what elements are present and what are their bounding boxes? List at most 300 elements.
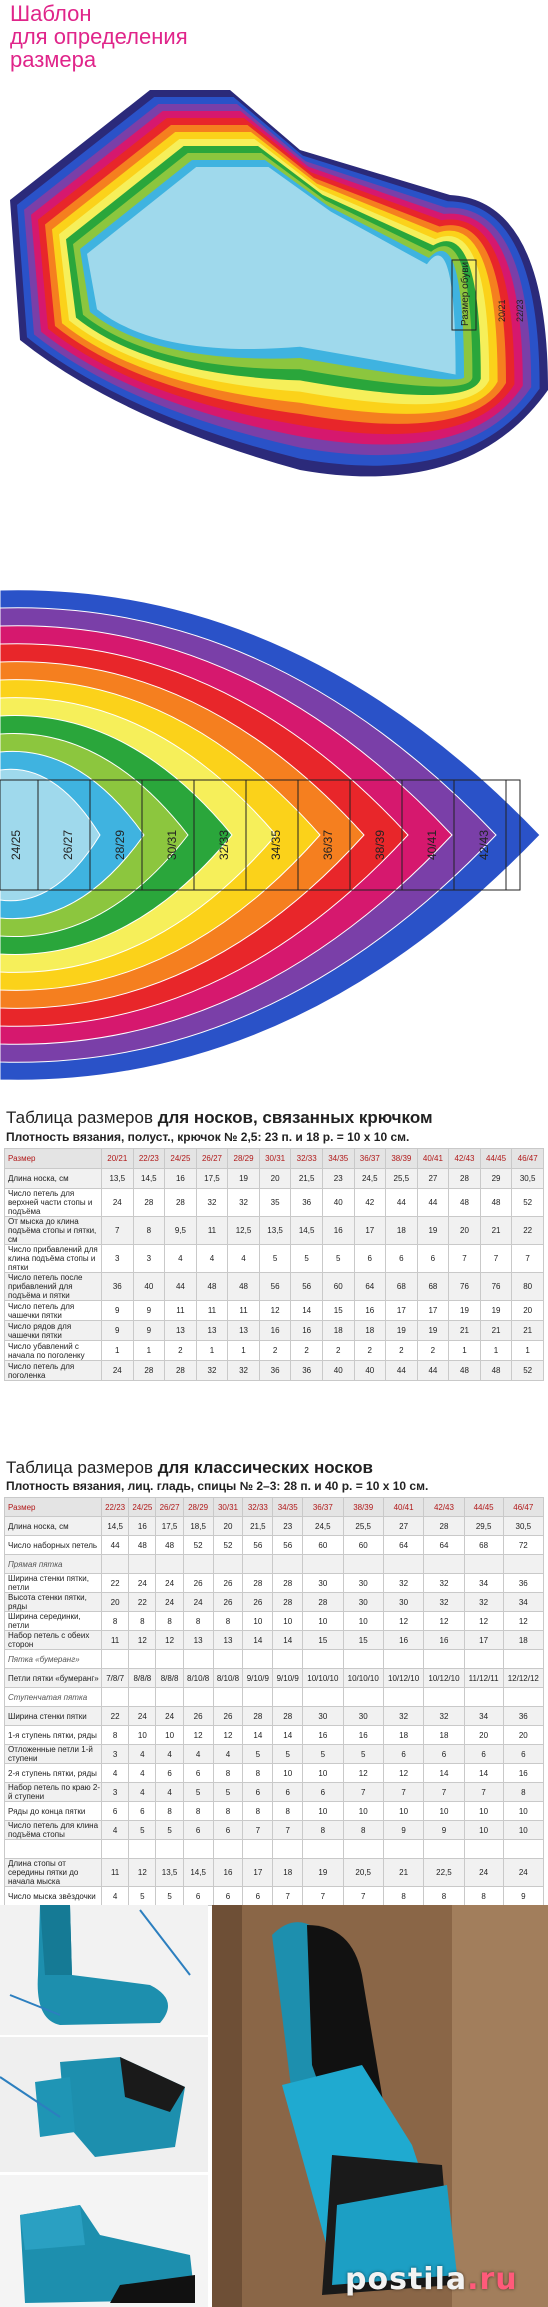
postila-watermark — [345, 2262, 518, 2297]
table-cell: 32 — [228, 1189, 260, 1217]
table-cell: 16 — [322, 1217, 354, 1245]
table-cell: 32 — [196, 1189, 228, 1217]
table-cell: 12 — [383, 1612, 423, 1631]
table-cell — [503, 1688, 543, 1707]
table-cell — [102, 1555, 129, 1574]
table-cell: 24 — [102, 1361, 134, 1381]
row-label: Число прибавлений для клина подъёма стопы и пятки — [5, 1245, 102, 1273]
table-cell: 18 — [503, 1631, 543, 1650]
table-row — [5, 1555, 544, 1574]
table-cell: 8/8/8 — [156, 1669, 183, 1688]
table-row — [5, 1802, 544, 1821]
table-cell: 46/47 — [512, 1149, 544, 1169]
table-cell: 38/39 — [386, 1149, 418, 1169]
table-cell: 2 — [322, 1341, 354, 1361]
table-cell: 21,5 — [291, 1169, 323, 1189]
table-cell: 6 — [424, 1745, 464, 1764]
table-row — [5, 1840, 544, 1859]
table-cell: 24 — [503, 1859, 543, 1887]
table-cell: 13,5 — [102, 1169, 134, 1189]
table-cell — [213, 1688, 243, 1707]
table-cell: 48 — [196, 1273, 228, 1301]
table-row — [5, 1217, 544, 1245]
table-cell: 9 — [503, 1887, 543, 1906]
table-cell — [102, 1840, 129, 1859]
table-cell: 32/33 — [291, 1149, 323, 1169]
table-cell: 10 — [303, 1764, 343, 1783]
table-cell: 68 — [386, 1273, 418, 1301]
photo-finished-sock — [0, 2175, 208, 2307]
table-cell: 16 — [303, 1726, 343, 1745]
table-cell: 6 — [243, 1887, 273, 1906]
table-cell: 6 — [243, 1783, 273, 1802]
table-cell: 14,5 — [183, 1859, 213, 1887]
table-cell: 10 — [464, 1802, 503, 1821]
table-cell: 7 — [512, 1245, 544, 1273]
table-cell: 42/43 — [449, 1149, 481, 1169]
table-cell: 7 — [343, 1887, 383, 1906]
table-cell: 5 — [156, 1887, 183, 1906]
table-cell — [303, 1688, 343, 1707]
table-cell: 48 — [449, 1189, 481, 1217]
table-cell: 48 — [228, 1273, 260, 1301]
table-cell: 30,5 — [512, 1169, 544, 1189]
table-cell: 4 — [156, 1783, 183, 1802]
table-row — [5, 1887, 544, 1906]
table-cell: 76 — [480, 1273, 512, 1301]
table-cell: 8 — [183, 1802, 213, 1821]
table-cell: 5 — [322, 1245, 354, 1273]
table-cell: 12 — [183, 1726, 213, 1745]
table-cell: 4 — [213, 1745, 243, 1764]
table-cell: 44 — [417, 1361, 449, 1381]
table-cell: 40 — [322, 1189, 354, 1217]
table-cell: 10 — [273, 1764, 303, 1783]
table-cell: 30/31 — [213, 1498, 243, 1517]
table-cell: 8 — [156, 1802, 183, 1821]
table-cell: 34 — [464, 1707, 503, 1726]
table-cell: 8 — [243, 1764, 273, 1783]
table-cell: 40/41 — [383, 1498, 423, 1517]
table-cell: 3 — [102, 1745, 129, 1764]
row-label: Отложенные петли 1-й ступени — [5, 1745, 102, 1764]
row-label: Число петель для поголенка — [5, 1361, 102, 1381]
photo-slipper-socks-pair — [212, 1905, 548, 2307]
table-cell — [129, 1688, 156, 1707]
table-cell: 36 — [503, 1574, 543, 1593]
table-row — [5, 1650, 544, 1669]
table-cell — [243, 1688, 273, 1707]
table-cell: 18 — [386, 1217, 418, 1245]
table-row — [5, 1859, 544, 1887]
table-cell: 21 — [383, 1859, 423, 1887]
table-cell: 7/8/7 — [102, 1669, 129, 1688]
table-cell: 21 — [480, 1321, 512, 1341]
table-cell: 4 — [102, 1764, 129, 1783]
table-cell: 32 — [383, 1707, 423, 1726]
table-cell: 6 — [464, 1745, 503, 1764]
heel-size-22: 22/23 — [515, 299, 525, 322]
table-cell — [213, 1555, 243, 1574]
table-row — [5, 1189, 544, 1217]
table-cell: 28 — [133, 1189, 165, 1217]
table-cell: 52 — [183, 1536, 213, 1555]
table-cell: 6 — [129, 1802, 156, 1821]
row-label: От мыска до клина подъёма стопы и пятки, см — [5, 1217, 102, 1245]
table-cell: 11 — [196, 1301, 228, 1321]
table-cell: 32 — [464, 1593, 503, 1612]
table-cell: 42 — [354, 1189, 386, 1217]
table-cell: 29,5 — [464, 1517, 503, 1536]
table-cell: 22 — [102, 1574, 129, 1593]
table-cell: 2 — [291, 1341, 323, 1361]
table-cell — [383, 1555, 423, 1574]
table-cell: 5 — [156, 1821, 183, 1840]
table-cell: 10/12/10 — [383, 1669, 423, 1688]
table-cell: 2 — [354, 1341, 386, 1361]
table-cell: 5 — [259, 1245, 291, 1273]
table-cell: 40/41 — [417, 1149, 449, 1169]
table-cell: 5 — [273, 1745, 303, 1764]
table-cell: 22 — [512, 1217, 544, 1245]
table-row — [5, 1169, 544, 1189]
table-cell: 14 — [273, 1726, 303, 1745]
table-cell: 12 — [464, 1612, 503, 1631]
row-label: Ступенчатая пятка — [5, 1688, 102, 1707]
table-row — [5, 1726, 544, 1745]
table-cell: 15 — [322, 1301, 354, 1321]
table-cell: 20,5 — [343, 1859, 383, 1887]
table-cell — [303, 1555, 343, 1574]
table-cell — [464, 1688, 503, 1707]
table-cell: 20 — [503, 1726, 543, 1745]
table-cell: 24 — [183, 1593, 213, 1612]
table-cell: 44 — [386, 1361, 418, 1381]
table-cell: 28 — [133, 1361, 165, 1381]
table-cell: 7 — [273, 1887, 303, 1906]
table-cell: 9/10/9 — [243, 1669, 273, 1688]
table-cell — [129, 1840, 156, 1859]
table-cell: 1 — [228, 1341, 260, 1361]
table-cell: 13 — [165, 1321, 197, 1341]
table-cell: 12,5 — [228, 1217, 260, 1245]
table-row — [5, 1361, 544, 1381]
row-label: 1-я ступень пятки, ряды — [5, 1726, 102, 1745]
row-label: Высота стенки пятки, ряды — [5, 1593, 102, 1612]
table-cell: 8/8/8 — [129, 1669, 156, 1688]
table-cell: 8 — [213, 1612, 243, 1631]
table-cell: 34/35 — [322, 1149, 354, 1169]
table-cell: 6 — [383, 1745, 423, 1764]
table-cell: 36 — [102, 1273, 134, 1301]
table-cell: 20 — [512, 1301, 544, 1321]
table-cell: 24 — [129, 1707, 156, 1726]
table-cell — [343, 1650, 383, 1669]
row-label: 2-я ступень пятки, ряды — [5, 1764, 102, 1783]
table-cell: 60 — [322, 1273, 354, 1301]
table-cell: 26 — [213, 1593, 243, 1612]
table-cell: 17 — [386, 1301, 418, 1321]
table-cell: 19 — [386, 1321, 418, 1341]
table-cell: 21 — [512, 1321, 544, 1341]
table-cell: 5 — [183, 1783, 213, 1802]
table-cell: 6 — [386, 1245, 418, 1273]
table-cell: 6 — [183, 1764, 213, 1783]
table-cell: 1 — [196, 1341, 228, 1361]
table-cell: 24 — [156, 1574, 183, 1593]
table-cell: 8/10/8 — [183, 1669, 213, 1688]
table-row — [5, 1745, 544, 1764]
classic-size-table — [4, 1497, 544, 1906]
table-cell: 6 — [183, 1887, 213, 1906]
row-label: Число петель для клина подъёма стопы — [5, 1821, 102, 1840]
table-cell: 8 — [102, 1726, 129, 1745]
table-cell: 8 — [303, 1821, 343, 1840]
table-cell: 12 — [129, 1631, 156, 1650]
table-cell: 5 — [303, 1745, 343, 1764]
sock-toe-template — [0, 580, 548, 1090]
crochet-table-subtitle: Плотность вязания, полуст., крючок № 2,5: 23 п. и 18 р. = 10 х 10 см. — [6, 1130, 410, 1144]
table-cell: 8 — [129, 1612, 156, 1631]
table-row — [5, 1301, 544, 1321]
table-cell: 10/10/10 — [303, 1669, 343, 1688]
table-cell: 19 — [417, 1217, 449, 1245]
table-cell: 26 — [243, 1593, 273, 1612]
table-cell: 12 — [259, 1301, 291, 1321]
table-cell: 17 — [243, 1859, 273, 1887]
table-cell: 24 — [129, 1574, 156, 1593]
table-cell: 24 — [464, 1859, 503, 1887]
table-cell: 28 — [165, 1189, 197, 1217]
table-cell: 9 — [102, 1301, 134, 1321]
row-label: Ширина стенки пятки, петли — [5, 1574, 102, 1593]
table-cell: 24 — [156, 1707, 183, 1726]
table-cell: 28 — [273, 1593, 303, 1612]
table-cell: 28 — [273, 1574, 303, 1593]
table-cell: 44/45 — [480, 1149, 512, 1169]
row-label: Размер — [5, 1149, 102, 1169]
table-row — [5, 1273, 544, 1301]
table-cell: 24 — [156, 1593, 183, 1612]
table-cell: 17,5 — [196, 1169, 228, 1189]
table-cell — [102, 1688, 129, 1707]
table-cell: 16 — [424, 1631, 464, 1650]
table-cell: 7 — [243, 1821, 273, 1840]
table-cell: 76 — [449, 1273, 481, 1301]
row-label: Набор петель с обеих сторон — [5, 1631, 102, 1650]
table-cell: 28/29 — [228, 1149, 260, 1169]
row-label: Набор петель по краю 2-й ступени — [5, 1783, 102, 1802]
table-cell: 21 — [449, 1321, 481, 1341]
table-cell: 44 — [102, 1536, 129, 1555]
table-cell — [213, 1840, 243, 1859]
table-cell: 28 — [243, 1707, 273, 1726]
table-cell: 7 — [424, 1783, 464, 1802]
table-cell: 34/35 — [273, 1498, 303, 1517]
table-cell: 40 — [354, 1361, 386, 1381]
table-cell: 16 — [129, 1517, 156, 1536]
row-label: Ряды до конца пятки — [5, 1802, 102, 1821]
table-cell: 32 — [196, 1361, 228, 1381]
table-cell: 80 — [512, 1273, 544, 1301]
table-cell: 7 — [383, 1783, 423, 1802]
table-cell: 30 — [343, 1707, 383, 1726]
table-cell: 8 — [156, 1612, 183, 1631]
table-cell: 13 — [228, 1321, 260, 1341]
table-cell — [273, 1688, 303, 1707]
table-cell — [503, 1555, 543, 1574]
row-label: Число мыска звёздочки — [5, 1887, 102, 1906]
table-cell: 4 — [129, 1764, 156, 1783]
table-cell: 14 — [424, 1764, 464, 1783]
table-cell: 4 — [196, 1245, 228, 1273]
table-cell: 9 — [383, 1821, 423, 1840]
table-cell: 16 — [503, 1764, 543, 1783]
classic-title-prefix: Таблица размеров — [6, 1458, 158, 1477]
table-cell: 36/37 — [354, 1149, 386, 1169]
table-cell: 6 — [303, 1783, 343, 1802]
crochet-table-title — [6, 1108, 433, 1128]
table-cell: 60 — [303, 1536, 343, 1555]
table-cell: 64 — [383, 1536, 423, 1555]
table-cell: 10 — [464, 1821, 503, 1840]
toe-size-label: 38/39 — [373, 829, 387, 860]
toe-size-label: 30/31 — [165, 829, 179, 860]
table-cell: 8 — [464, 1887, 503, 1906]
table-cell: 23 — [322, 1169, 354, 1189]
table-cell: 22 — [102, 1707, 129, 1726]
table-cell: 10 — [273, 1612, 303, 1631]
table-cell: 18 — [424, 1726, 464, 1745]
table-cell — [503, 1840, 543, 1859]
table-cell: 12/12/12 — [503, 1669, 543, 1688]
table-cell: 32 — [424, 1593, 464, 1612]
table-cell: 11/12/11 — [464, 1669, 503, 1688]
table-cell: 30 — [303, 1707, 343, 1726]
table-cell: 32 — [424, 1707, 464, 1726]
table-cell: 40 — [133, 1273, 165, 1301]
table-cell: 8 — [183, 1612, 213, 1631]
table-cell: 16 — [165, 1169, 197, 1189]
table-cell: 26/27 — [156, 1498, 183, 1517]
table-cell: 8 — [343, 1821, 383, 1840]
table-cell: 7 — [480, 1245, 512, 1273]
table-cell — [183, 1650, 213, 1669]
table-row — [5, 1245, 544, 1273]
table-cell: 12 — [156, 1631, 183, 1650]
table-cell: 7 — [464, 1783, 503, 1802]
table-cell: 5 — [129, 1887, 156, 1906]
table-cell: 9,5 — [165, 1217, 197, 1245]
table-cell: 4 — [102, 1887, 129, 1906]
row-label: Длина стопы от середины пятки до начала мыска — [5, 1859, 102, 1887]
table-cell: 20 — [259, 1169, 291, 1189]
table-row — [5, 1517, 544, 1536]
table-cell: 1 — [512, 1341, 544, 1361]
table-cell: 8 — [503, 1783, 543, 1802]
table-cell: 24,5 — [354, 1169, 386, 1189]
table-cell: 48 — [156, 1536, 183, 1555]
table-cell: 28/29 — [183, 1498, 213, 1517]
row-label: Размер — [5, 1498, 102, 1517]
photo-sock-on-needles — [0, 1905, 208, 2035]
table-cell: 64 — [354, 1273, 386, 1301]
table-cell: 3 — [102, 1245, 134, 1273]
table-cell: 26 — [183, 1707, 213, 1726]
table-cell: 4 — [165, 1245, 197, 1273]
table-cell: 1 — [133, 1341, 165, 1361]
table-cell: 4 — [156, 1745, 183, 1764]
table-cell: 64 — [424, 1536, 464, 1555]
table-cell: 36/37 — [303, 1498, 343, 1517]
table-cell — [464, 1650, 503, 1669]
table-cell: 12 — [503, 1612, 543, 1631]
table-cell: 5 — [343, 1745, 383, 1764]
table-cell: 34 — [464, 1574, 503, 1593]
table-cell: 52 — [512, 1361, 544, 1381]
table-cell: 8 — [383, 1887, 423, 1906]
table-cell — [464, 1555, 503, 1574]
table-cell: 15 — [343, 1631, 383, 1650]
table-cell: 8 — [133, 1217, 165, 1245]
toe-size-label: 40/41 — [425, 829, 439, 860]
table-cell: 12 — [383, 1764, 423, 1783]
table-cell: 22 — [129, 1593, 156, 1612]
table-cell: 7 — [449, 1245, 481, 1273]
table-cell: 9 — [424, 1821, 464, 1840]
table-cell: 6 — [354, 1245, 386, 1273]
table-row — [5, 1688, 544, 1707]
table-cell: 18 — [273, 1859, 303, 1887]
crochet-title-prefix: Таблица размеров — [6, 1108, 158, 1127]
table-cell: 68 — [464, 1536, 503, 1555]
table-cell: 6 — [156, 1764, 183, 1783]
table-cell: 13,5 — [156, 1859, 183, 1887]
table-cell: 36 — [291, 1361, 323, 1381]
table-cell — [156, 1840, 183, 1859]
watermark-suffix: .ru — [467, 2262, 518, 2297]
table-cell: 11 — [102, 1631, 129, 1650]
table-cell: 17 — [417, 1301, 449, 1321]
table-cell: 52 — [213, 1536, 243, 1555]
table-cell: 28 — [449, 1169, 481, 1189]
table-cell: 27 — [417, 1169, 449, 1189]
table-cell — [343, 1688, 383, 1707]
table-cell: 30 — [343, 1593, 383, 1612]
table-cell: 9 — [133, 1301, 165, 1321]
photo-sock-heel — [0, 2037, 208, 2172]
table-cell: 22/23 — [102, 1498, 129, 1517]
table-cell: 17 — [354, 1217, 386, 1245]
table-cell: 40 — [322, 1361, 354, 1381]
table-cell: 8 — [243, 1802, 273, 1821]
table-cell: 10 — [129, 1726, 156, 1745]
table-cell: 10 — [503, 1821, 543, 1840]
table-cell: 4 — [228, 1245, 260, 1273]
table-cell: 20 — [449, 1217, 481, 1245]
table-cell: 36 — [291, 1189, 323, 1217]
table-cell: 19 — [228, 1169, 260, 1189]
table-cell — [243, 1650, 273, 1669]
row-label: Прямая пятка — [5, 1555, 102, 1574]
table-row — [5, 1821, 544, 1840]
table-cell: 24/25 — [165, 1149, 197, 1169]
table-cell: 21 — [480, 1217, 512, 1245]
table-cell: 14 — [291, 1301, 323, 1321]
sock-side-template — [0, 90, 548, 570]
table-cell: 19 — [303, 1859, 343, 1887]
table-cell: 9/10/9 — [273, 1669, 303, 1688]
